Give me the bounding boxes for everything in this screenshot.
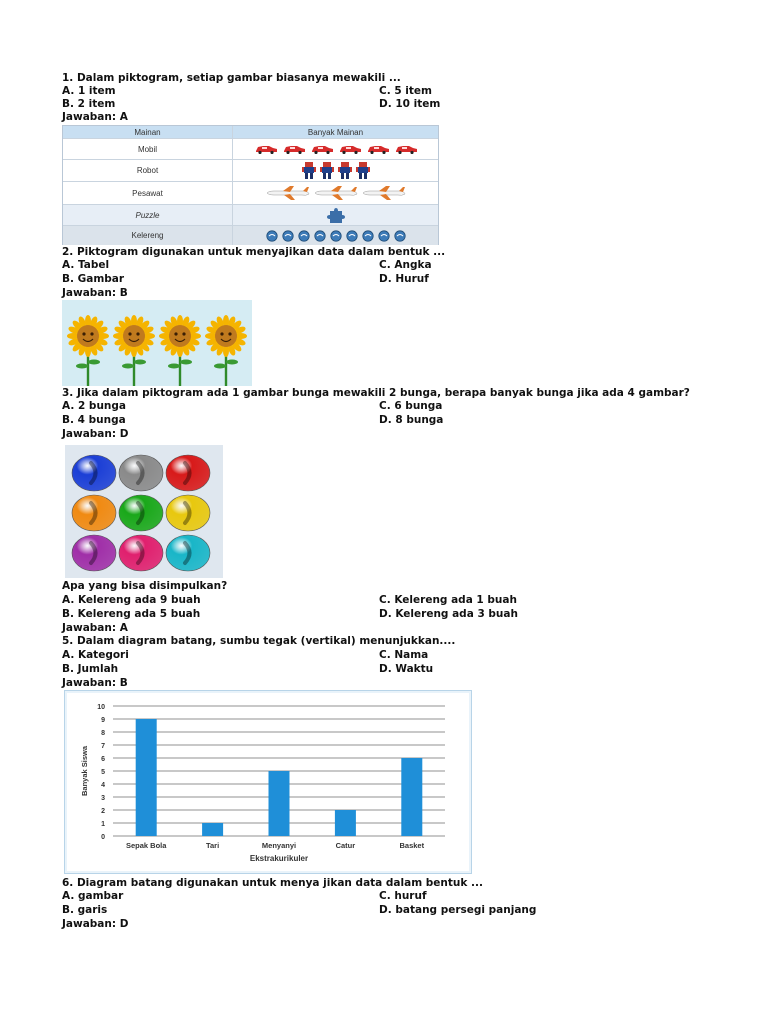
x-tick-label: Menyanyi <box>261 841 297 850</box>
question-1: 1. Dalam piktogram, setiap gambar biasanya mewakili ... <box>62 72 401 84</box>
marble-icon <box>119 455 163 491</box>
q4-answer: Jawaban: A <box>62 622 128 634</box>
airplane-icon <box>266 186 310 200</box>
y-axis-label: Banyak Siswa <box>80 745 89 797</box>
pictogram-row-icons <box>233 139 438 159</box>
q5-answer: Jawaban: B <box>62 677 128 689</box>
marble-icon <box>166 495 210 531</box>
marble-icon <box>72 455 116 491</box>
x-tick-label: Catur <box>335 841 356 850</box>
marble-icon <box>346 230 358 242</box>
sunflower-icon <box>67 315 109 386</box>
question-5: 5. Dalam diagram batang, sumbu tegak (vertikal) menunjukkan.... <box>62 635 456 647</box>
q3-option-a: A. 2 bunga <box>62 400 126 412</box>
q4-option-a: A. Kelereng ada 9 buah <box>62 594 201 606</box>
robot-icon <box>320 162 334 179</box>
bar-chart <box>64 690 472 874</box>
pictogram-row-icons <box>233 226 438 245</box>
q1-option-c: C. 5 item <box>379 85 432 97</box>
pictogram-row-icons <box>233 205 438 225</box>
q3-option-b: B. 4 bunga <box>62 414 126 426</box>
question-6: 6. Diagram batang digunakan untuk menya jikan data dalam bentuk ... <box>62 877 484 889</box>
q6-option-c: C. huruf <box>379 890 427 902</box>
q1-option-d: D. 10 item <box>379 98 441 110</box>
q6-answer: Jawaban: D <box>62 918 129 930</box>
pictogram-row-label: Mobil <box>63 139 233 159</box>
q3-option-d: D. 8 bunga <box>379 414 444 426</box>
question-3: 3. Jika dalam piktogram ada 1 gambar bunga mewakili 2 bunga, berapa banyak bunga jika ada 4 gambar? <box>62 387 690 399</box>
q5-option-a: A. Kategori <box>62 649 129 661</box>
car-icon <box>254 144 278 154</box>
x-axis-label: Ekstrakurikuler <box>249 854 309 863</box>
q4-option-d: D. Kelereng ada 3 buah <box>379 608 518 620</box>
car-icon <box>338 144 362 154</box>
question-2: 2. Piktogram digunakan untuk menyajikan data dalam bentuk ... <box>62 246 446 258</box>
y-tick-label: 4 <box>101 782 105 789</box>
car-icon <box>310 144 334 154</box>
q3-option-c: C. 6 bunga <box>379 400 443 412</box>
pictogram-row-label: Robot <box>63 160 233 181</box>
y-tick-label: 6 <box>101 756 105 763</box>
airplane-icon <box>362 186 406 200</box>
car-icon <box>366 144 390 154</box>
sunflower-icon <box>205 315 247 386</box>
marble-icon <box>298 230 310 242</box>
q4-option-c: C. Kelereng ada 1 buah <box>379 594 517 606</box>
car-icon <box>282 144 306 154</box>
pictogram-row-label: Kelereng <box>63 226 233 245</box>
sunflower-picture <box>62 300 252 386</box>
pictogram-header-row <box>63 126 438 138</box>
pictogram-row-label: Puzzle <box>63 205 233 225</box>
x-tick-label: Basket <box>399 841 425 850</box>
bar <box>136 719 157 836</box>
y-tick-label: 0 <box>101 834 105 841</box>
bar <box>202 823 223 836</box>
q5-option-b: B. Jumlah <box>62 663 119 675</box>
question-4: Apa yang bisa disimpulkan? <box>62 580 228 592</box>
pictogram-row-icons <box>233 160 438 181</box>
marble-icon <box>119 495 163 531</box>
marble-icon <box>362 230 374 242</box>
marble-icon <box>378 230 390 242</box>
x-tick-label: Sepak Bola <box>125 841 167 850</box>
q6-option-a: A. gambar <box>62 890 124 902</box>
q6-option-b: B. garis <box>62 904 108 916</box>
sunflower-icon <box>113 315 155 386</box>
y-tick-label: 5 <box>101 769 105 776</box>
q2-answer: Jawaban: B <box>62 287 128 299</box>
pictogram-header-left: Mainan <box>63 126 233 138</box>
pictogram-row <box>63 181 438 204</box>
marble-icon <box>330 230 342 242</box>
bar <box>269 771 290 836</box>
q6-option-d: D. batang persegi panjang <box>379 904 537 916</box>
y-tick-label: 8 <box>101 730 105 737</box>
marble-icon <box>282 230 294 242</box>
q5-option-d: D. Waktu <box>379 663 434 675</box>
pictogram-row <box>63 204 438 225</box>
y-tick-label: 1 <box>101 821 105 828</box>
bar <box>335 810 356 836</box>
y-tick-label: 7 <box>101 743 105 750</box>
pictogram-row-label: Pesawat <box>63 182 233 204</box>
pictogram-row <box>63 138 438 159</box>
pictogram-row-icons <box>233 182 438 204</box>
marble-icon <box>266 230 278 242</box>
marble-picture <box>65 445 223 578</box>
car-icon <box>394 144 418 154</box>
q2-option-c: C. Angka <box>379 259 432 271</box>
q2-option-d: D. Huruf <box>379 273 429 285</box>
pictogram-row <box>63 225 438 245</box>
marble-icon <box>72 535 116 571</box>
airplane-icon <box>314 186 358 200</box>
pictogram-table <box>62 125 439 245</box>
robot-icon <box>356 162 370 179</box>
robot-icon <box>302 162 316 179</box>
q3-answer: Jawaban: D <box>62 428 129 440</box>
q1-option-b: B. 2 item <box>62 98 116 110</box>
marble-icon <box>166 535 210 571</box>
y-tick-label: 9 <box>101 717 105 724</box>
q2-option-a: A. Tabel <box>62 259 110 271</box>
q1-answer: Jawaban: A <box>62 111 128 123</box>
q1-option-a: A. 1 item <box>62 85 116 97</box>
bar <box>401 758 422 836</box>
marble-icon <box>72 495 116 531</box>
y-tick-label: 2 <box>101 808 105 815</box>
q2-option-b: B. Gambar <box>62 273 125 285</box>
marble-icon <box>166 455 210 491</box>
q5-option-c: C. Nama <box>379 649 429 661</box>
puzzle-icon <box>326 207 346 224</box>
pictogram-row <box>63 159 438 181</box>
marble-icon <box>314 230 326 242</box>
q4-option-b: B. Kelereng ada 5 buah <box>62 608 201 620</box>
robot-icon <box>338 162 352 179</box>
sunflower-icon <box>159 315 201 386</box>
x-tick-label: Tari <box>205 841 220 850</box>
y-tick-label: 3 <box>101 795 105 802</box>
marble-icon <box>119 535 163 571</box>
y-tick-label: 10 <box>97 704 105 711</box>
marble-icon <box>394 230 406 242</box>
pictogram-header-right: Banyak Mainan <box>307 127 364 137</box>
